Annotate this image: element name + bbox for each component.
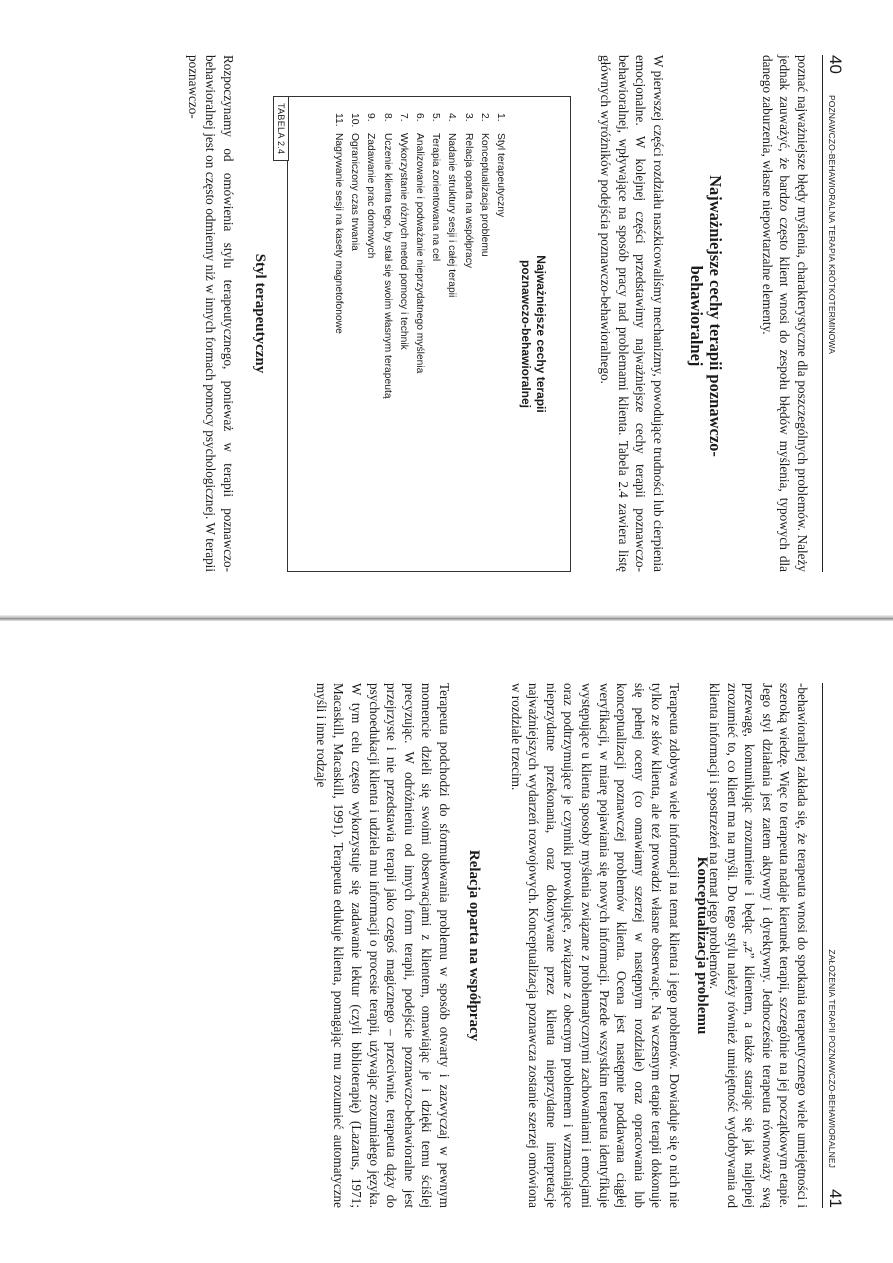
list-item: 8.Uczenie klienta tego, by stał się swoim własnym terapeutą	[381, 113, 393, 399]
list-item: 3.Relacja oparta na współpracy	[462, 113, 474, 269]
list-item: 11.Nagrywanie sesji na kasety magnetofonowe	[332, 113, 344, 334]
list-item: 7.Wykorzystanie różnych metod pomocy i technik	[397, 113, 409, 350]
list-item: 1.Styl terapeutyczny	[495, 113, 506, 218]
right-page-number: 41	[826, 1189, 845, 1208]
book-gutter	[0, 615, 893, 621]
section-paragraph-key-features: W pierwszej części rozdziału naszkicowaliśmy mechanizmy, powodujące trudności lub cierpienia emocjonalne. W kolejnej części przedstawimy najważniejsze cechy terapii poznawczo-behawioralnej, wpływające na sposób pracy nad problemami klienta. Tabela 2.4 zawiera listę głównych wyróżników podejścia poznawczo-behawioralnego.	[598, 55, 666, 572]
right-page	[0, 628, 893, 1248]
section-paragraph-conceptualization: Terapeuta zdobywa wiele informacji na temat klienta i jego problemów. Dowiaduje się o nich nie tylko ze słów klienta, ale też prowadzi własne obserwacje. Na wczesnym etapie terapii dokonuje się pełnej oceny (co omawiamy szerzej w następnym rozdziale) oraz opracowania lub konceptualizacji poznawczej problemów klienta. Ocena jest następnie poddawana ciągłej weryfikacji, w miarę pojawiania się nowych informacji. Przede wszystkim terapeuta identyfikuje występujące u klienta sposoby myślenia związane z problematycznymi zachowaniami i emocjami oraz podtrzymujące je czynniki prowokujące, związane z obecnym problemem i wzmacniające nieprzydatne przekonania, oraz dokonywane przez klienta nieprzydatne interpretacje najważniejszych wydarzeń rozwojowych. Konceptualizacja poznawcza zostanie szerzej omówiona w rozdziale trzecim.	[508, 683, 682, 1208]
left-page-number: 40	[826, 55, 845, 74]
right-intro-paragraph: -behawioralnej zakłada się, że terapeuta wnosi do spotkania terapeutycznego wiele umiejętności i szeroką wiedzę. Więc to terapeuta nadaje kierunek terapii, szczególnie na jej początkowym etapie. Jego styl działania jest zatem aktywny i dyrektywny. Jednocześnie terapeuta równoważy swą przewagę, komunikując zrozumienie i będąc „z” klientem, a także starając się jak najlepiej zrozumieć to, co klient ma na myśli. Do tego stylu należy również umiejętność wydobywania od klienta informacji i spostrzeżeń na temat jego problemów.	[707, 683, 810, 1208]
table-title: Najważniejsze cechy terapii poznawczo-behawioralnej	[519, 255, 548, 413]
subsection-title-therapeutic-style: Styl terapeutyczny	[252, 253, 268, 374]
list-item: 10.Ograniczony czas trwania	[349, 113, 361, 251]
list-item: 4.Nadanie struktury sesji i całej terapii	[446, 113, 458, 298]
left-intro-paragraph: poznać najważniejsze błędy myślenia, charakterystyczne dla poszczególnych problemów. Należy jednak zauważyć, że bardzo często klient wnosi do zespołu błędów myślenia, typowych dla danego zaburzenia, własne niepowtarzalne elementy.	[759, 55, 810, 572]
section-title-key-features: Najważniejsze cechy terapii poznawczo-behawioralnej	[687, 175, 725, 457]
table-list	[330, 113, 508, 557]
table-2-4	[276, 96, 571, 572]
left-header-text: POZNAWCZO-BEHAWIORALNA TERAPIA KRÓTKOTERMINOWA	[827, 95, 837, 354]
section-paragraph-collaboration: Terapeuta podchodzi do sformułowania problemu w sposób otwarty i zazwyczaj w pewnym momencie dzieli się swoimi obserwacjami z klientem, omawiając je i dzięki temu ściślej precyzując. W odróżnieniu od innych form terapii, podejście poznawczo-behawioralne jest przejrzyste i nie przedstawia terapii jako czegoś magicznego – przeciwnie, terapeuta dąży do psychoedukacji klienta i udziela mu informacji o procesie terapii, używając zrozumiałego języka. W tym celu często wykorzystuje się zadawanie lektur (czyli biblioterapię) (Lazarus, 1971; Macaskill, Macaskill, 1991). Terapeuta edukuje klienta, pomagając mu zrozumieć automatyczne myśli i inne rodzaje	[313, 683, 452, 1208]
right-running-header	[822, 683, 845, 1208]
table-tag: TABELA 2.4	[273, 96, 289, 161]
list-item: 5.Terapia zorientowana na cel	[430, 113, 442, 262]
left-running-header	[822, 55, 845, 572]
left-page	[0, 0, 893, 612]
list-item: 6.Analizowanie i podważanie nieprzydatnego myślenia	[413, 113, 425, 374]
section-title-conceptualization: Konceptualizacja problemu	[694, 856, 710, 1035]
list-item: 2.Konceptualizacja problemu	[478, 113, 490, 257]
list-item: 9.Zadawanie prac domowych	[365, 113, 377, 259]
section-title-collaboration: Relacja oparta na współpracy	[466, 849, 482, 1042]
right-header-text: ZAŁOŻENIA TERAPII POZNAWCZO-BEHAWIORALNEJ	[827, 949, 837, 1168]
subsection-paragraph-therapeutic-style: Rozpoczynamy od omówienia stylu terapeutycznego, ponieważ w terapii poznawczo-behawioralnej jest on często odmienny niż w innych formach pomocy psychologicznej. W terapii poznawczo-	[185, 55, 236, 572]
